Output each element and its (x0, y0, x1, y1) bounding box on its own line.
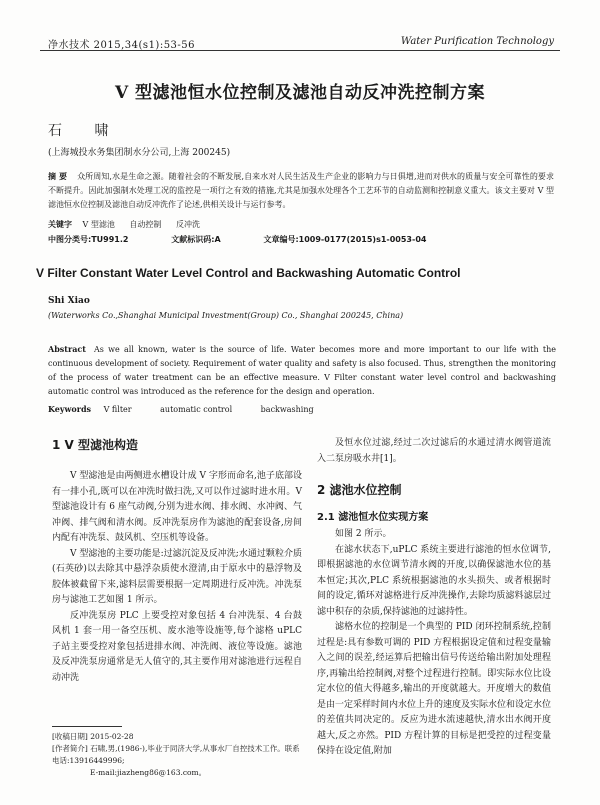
keyword-cn: 自动控制 (129, 220, 162, 229)
received-date: [收稿日期] 2015-02-28 (52, 732, 134, 741)
abstract-en-label: Abstract (48, 344, 86, 354)
classification-info (48, 234, 466, 245)
body-paragraph: 及恒水位过滤,经过二次过滤后的水通过清水阀管道流入二泵房吸水井[1]。 (317, 438, 551, 464)
body-column-left (52, 436, 302, 686)
body-paragraph: V 型滤池的主要功能是:过滤沉淀及反冲洗;水通过颗粒介质(石英砂)以去除其中悬浮杂质使水澄清,由于原水中的悬浮物及胶体被截留下来,滤料层需要根据一定周期进行反冲洗。冲洗泵房与滤池工艺如图 1 所示。 (52, 548, 302, 605)
body-paragraph: V 型滤池是由两侧进水槽设计成 V 字形而命名,池子底部设有一排小孔,既可以在冲洗时做扫洗,又可以作过滤时进水用。V 型滤池设计有 6 座气动阀,分别为进水阀、排水阀、水冲阀、气冲阀、排气阀和清水阀。反冲洗泵房作为滤池的配套设备,房间内配有冲洗泵、鼓风机、空压机等设备。 (52, 471, 302, 543)
keywords-en (48, 404, 340, 414)
section-heading: 2 滤池水位控制 (317, 483, 402, 497)
paper-title-en: V Filter Constant Water Level Control and Backwashing Automatic Control (36, 266, 461, 280)
keyword-en: backwashing (260, 405, 314, 414)
author-affiliation-cn: (上海城投水务集团制水分公司,上海 200245) (48, 148, 231, 158)
author-bio: [作者简介] 石啸,男,(1986-),毕业于同济大学,从事水厂自控技术工作。联系电话:13916449996; (52, 744, 300, 765)
author-email: E-mail:jiazheng86@163.com。 (90, 768, 207, 777)
body-column-right (317, 436, 551, 760)
keyword-en: automatic control (160, 405, 233, 414)
footnote (52, 731, 302, 779)
body-paragraph: 滤格水位的控制是一个典型的 PID 闭环控制系统,控制过程是:具有参数可调的 PID 方程根据设定值和过程变量输入之间的误差,经运算后把输出信号传送给输出附加处理程序,再输出给控制阀,对整个过程进行控制。即实际水位比设定水位的值大得越多,输出的开度就越大。开度增大的数值是由一定采样时间内水位上升的速度及实际水位和设定水位的差值共同决定的。反应为进水流速越快,清水出水阀开度越大,反之亦然。PID 方程计算的目标是把受控的过程变量保持在设定值,附加 (317, 622, 552, 756)
abstract-cn (48, 170, 554, 212)
author-name-en: Shi Xiao (48, 296, 90, 306)
keyword-cn: 反冲洗 (175, 220, 200, 229)
abstract-cn-label: 摘 要 (48, 172, 68, 181)
footnote-divider (52, 726, 122, 727)
body-paragraph: 如图 2 所示。 (335, 529, 392, 539)
abstract-en (48, 342, 556, 399)
journal-citation: 净水技术 2015,34(s1):53-56 (48, 40, 196, 51)
subsection-heading: 2.1 滤池恒水位实现方案 (317, 512, 429, 523)
paper-title-cn: V 型滤池恒水位控制及滤池自动反冲洗控制方案 (114, 83, 486, 103)
keywords-cn-label: 关键字 (48, 220, 72, 229)
body-paragraph: 反冲洗泵房 PLC 上要受控对象包括 4 台冲洗泵、4 台鼓风机 1 套一用一备空压机、废水池等设施等,每个滤格 uPLC 子站主要受控对象包括进排水阀、冲洗阀、液位等设施。滤池及反冲洗泵房通常是无人值守的,其主要作用对滤池进行远程自动冲洗 (52, 610, 302, 683)
document-code: 文献标识码:A (171, 235, 221, 244)
keyword-en: V filter (103, 405, 132, 414)
abstract-en-text: As we all known, water is the source of life. Water becomes more and more important to our life with the continuous development of society. Requirement of water quality and safety is also focused. Thus, strengthen the monitoring of the process of water treatment can be an effective measure. V Filter constant water level control and backwashing automatic control was introduced as the reference for the design and operation. (48, 345, 556, 396)
section-heading: 1 V 型滤池构造 (52, 438, 138, 452)
abstract-cn-text: 众所周知,水是生命之源。随着社会的不断发展,自来水对人民生活及生产企业的影响力与日俱增,进而对供水的质量与安全可靠性的要求不断提升。因此加强制水处理工况的监控是一项行之有效的措施,尤其是加强水处理各个工艺环节的自动监测和控制意义重大。该文主要对 V 型滤池恒水位控制及滤池自动反冲洗作了论述,供相关设计与运行参考。 (48, 172, 554, 209)
keyword-cn: V 型滤池 (82, 220, 115, 229)
keywords-cn (48, 219, 212, 230)
body-paragraph: 在滤水状态下,uPLC 系统主要进行滤池的恒水位调节,即根据滤池的水位调节清水阀的开度,以确保滤池水位的基本恒定;其次,PLC 系统根据滤池的水头损失、或者根据时间的设定,循环对滤格进行反冲洗操作,去除均质滤料滤层过滤中积存的杂质,保持滤池的过滤持性。 (317, 544, 551, 617)
journal-name-en: Water Purification Technology (400, 36, 554, 47)
header-divider (40, 50, 560, 51)
author-name-cn: 石 啸 (48, 123, 123, 139)
author-affiliation-en: (Waterworks Co.,Shanghai Municipal Investment(Group) Co., Shanghai 200245, China) (48, 311, 404, 320)
clc-number: 中图分类号:TU991.2 (48, 235, 129, 244)
keywords-en-label: Keywords (48, 404, 92, 414)
article-number: 文章编号:1009-0177(2015)s1-0053-04 (263, 235, 427, 244)
